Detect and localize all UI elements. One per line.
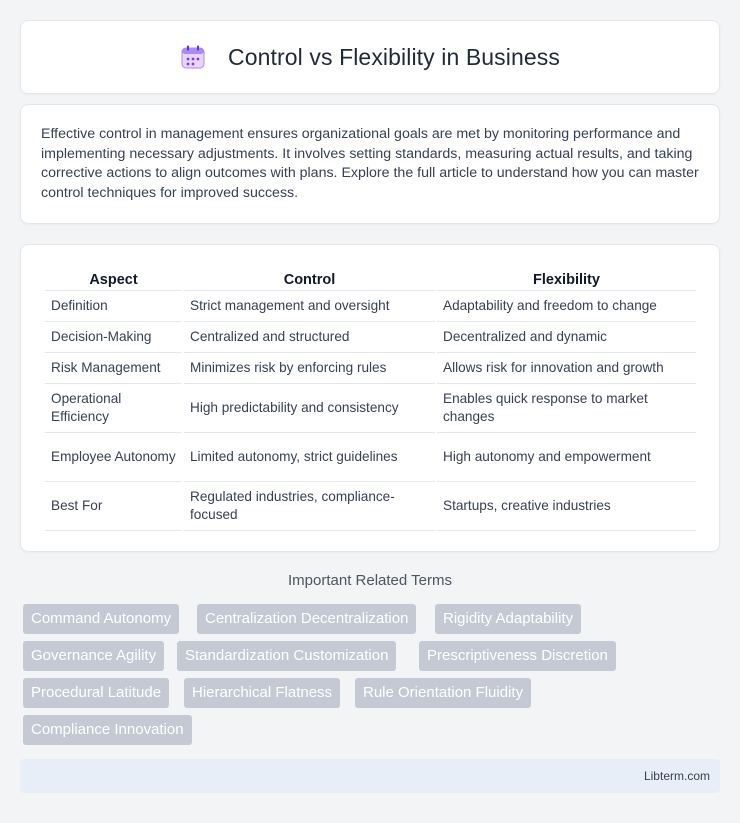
page-title: Control vs Flexibility in Business — [228, 43, 560, 70]
calendar-icon — [180, 44, 206, 70]
table-cell: Centralized and structured — [184, 322, 435, 353]
column-header-aspect: Aspect — [45, 265, 182, 291]
footer — [20, 759, 720, 793]
table-cell: Limited autonomy, strict guidelines — [184, 433, 435, 482]
table-row — [45, 353, 696, 384]
table-cell: Strict management and oversight — [184, 291, 435, 322]
table-row — [45, 291, 696, 322]
comparison-table-card — [20, 244, 720, 552]
table-row — [45, 322, 696, 353]
header-card — [20, 20, 720, 94]
column-header-control: Control — [184, 265, 435, 291]
table-cell: Adaptability and freedom to change — [437, 291, 696, 322]
table-cell: High predictability and consistency — [184, 384, 435, 433]
footer-site-link[interactable]: Libterm.com — [643, 769, 710, 783]
table-cell: Regulated industries, compliance-focused — [184, 482, 435, 531]
intro-card — [20, 104, 720, 224]
related-terms-title: Important Related Terms — [288, 572, 452, 589]
related-term-tag[interactable]: Rule Orientation Fluidity — [355, 678, 531, 708]
table-row — [45, 384, 696, 433]
table-row — [45, 482, 696, 531]
table-row — [45, 433, 696, 482]
related-term-tag[interactable]: Standardization Customization — [177, 641, 396, 671]
table-cell: Risk Management — [45, 353, 182, 384]
table-cell: Operational Efficiency — [45, 384, 182, 433]
table-cell: Enables quick response to market changes — [437, 384, 696, 433]
comparison-table — [43, 265, 698, 531]
table-cell: High autonomy and empowerment — [437, 433, 696, 482]
related-term-tag[interactable]: Hierarchical Flatness — [184, 678, 340, 708]
related-term-tag[interactable]: Command Autonomy — [23, 604, 179, 634]
related-term-tag[interactable]: Governance Agility — [23, 641, 164, 671]
table-cell: Employee Autonomy — [45, 433, 182, 482]
table-cell: Allows risk for innovation and growth — [437, 353, 696, 384]
table-cell: Decentralized and dynamic — [437, 322, 696, 353]
related-term-tag[interactable]: Procedural Latitude — [23, 678, 169, 708]
intro-text: Effective control in management ensures organizational goals are met by monitoring performance and implementing necessary adjustments. It involves setting standards, measuring actual results, and taking corrective actions to align outcomes with plans. Explore the full article to understand how you can master control techniques for improved success. — [41, 126, 699, 201]
table-cell: Best For — [45, 482, 182, 531]
table-cell: Minimizes risk by enforcing rules — [184, 353, 435, 384]
table-cell: Definition — [45, 291, 182, 322]
related-term-tag[interactable]: Compliance Innovation — [23, 715, 192, 745]
related-term-tag[interactable]: Rigidity Adaptability — [435, 604, 581, 634]
related-term-tag[interactable]: Centralization Decentralization — [197, 604, 416, 634]
related-term-tag[interactable]: Prescriptiveness Discretion — [419, 641, 616, 671]
table-cell: Decision-Making — [45, 322, 182, 353]
column-header-flexibility: Flexibility — [437, 265, 696, 291]
table-cell: Startups, creative industries — [437, 482, 696, 531]
